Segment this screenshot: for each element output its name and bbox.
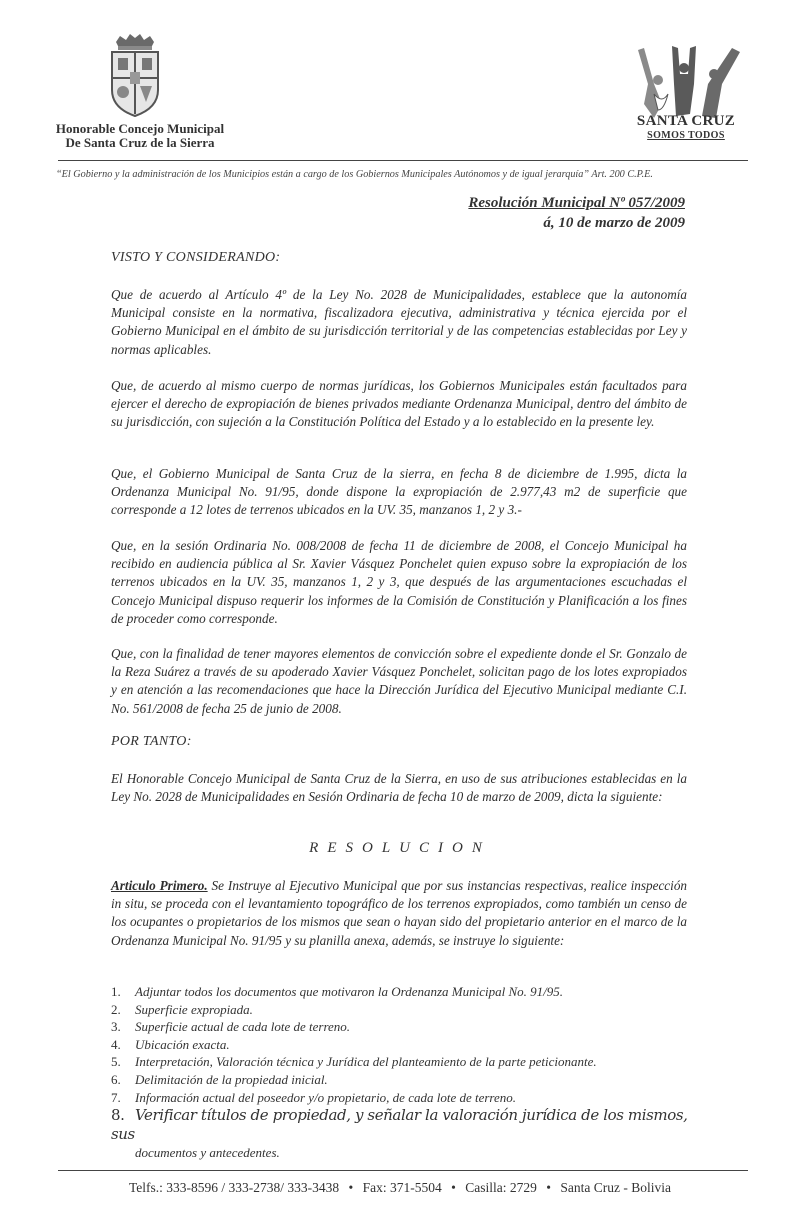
article-label: Articulo Primero. [111,878,208,893]
list-item [111,983,701,1001]
header-divider [58,160,748,161]
brand-slogan: SOMOS TODOS [647,130,725,141]
item-number: 2. [111,1001,121,1017]
list-item [111,1106,701,1144]
organization-name [40,122,240,150]
item-text-continued: documentos y antecedentes. [135,1145,280,1161]
paragraph-3: Que, el Gobierno Municipal de Santa Cruz de la sierra, en fecha 8 de diciembre de 1.995, dicta la Ordenanza Municipal No. 91/95, donde dispone la expropiación de 2.977,43 m2 de superficie que corresponde a 12 lotes de terrenos ubicados en la UV. 35, manzanos 1, 2 y 3.- [111,466,687,518]
item-number: 6. [111,1071,121,1087]
bullet-separator: • [348,1180,354,1195]
paragraph-4: Que, en la sesión Ordinaria No. 008/2008 de fecha 11 de diciembre de 2008, el Concejo Municipal ha recibido en audiencia pública al Sr. Xavier Vásquez Ponchelet quien expuso sobre la expropiación de los terrenos ubicados en la UV. 35, manzanos 1, 2 y 3, que después de las argumentaciones escuchadas el Concejo Municipal dispuso requerir los informes de la Comisión de Constitución y Planificación a los fines de proceder como corresponde. [111,538,687,626]
footer-phones: Telfs.: 333-8596 / 333-2738/ 333-3438 [129,1180,340,1195]
item-number: 3. [111,1019,121,1035]
brand-name: SANTA CRUZ [636,113,736,129]
resolution-number: Resolución Municipal Nº 057/2009 [468,195,685,211]
footer-city: Santa Cruz - Bolivia [560,1180,671,1195]
por-tanto-text: El Honorable Concejo Municipal de Santa Cruz de la Sierra, en uso de sus atribuciones establecidas en la Ley No. 2028 de Municipalidades en Sesión Ordinaria de fecha 10 de marzo de 2009, dicta la siguiente: [111,771,687,805]
bullet-separator: • [451,1180,456,1195]
item-text: Ubicación exacta. [135,1036,230,1052]
constitution-quote: “El Gobierno y la administración de los Municipios están a cargo de los Gobiernos Municipales Autónomos y de igual jerarquía” Art. 200 C.P.E. [56,169,653,180]
item-number: 8. [111,1106,125,1125]
org-line-2: De Santa Cruz de la Sierra [65,135,215,150]
article-text: Se Instruye al Ejecutivo Municipal que por sus instancias respectivas, realice inspección in situ, se proceda con el levantamiento topográfico de los terrenos expropiados, como también un censo de los ocupantes o propietarios de los mismos que sean o hayan sido del propietario anterior en el marco de la Ordenanza Municipal No. 91/95 y su planilla anexa, además, se instruye lo siguiente: [111,878,688,948]
item-number: 7. [111,1089,121,1105]
item-text: Superficie expropiada. [135,1001,253,1017]
article-first [111,877,687,950]
por-tanto-heading: POR TANTO: [111,734,192,749]
resolution-title: RESOLUCION [309,840,491,856]
list-item [111,1001,701,1019]
footer-divider [58,1170,748,1171]
resolution-header [468,193,685,233]
item-text: Información actual del poseedor y/o propietario, de cada lote de terreno. [135,1089,517,1105]
footer-contact [0,1180,800,1196]
santa-cruz-brand [630,113,742,141]
bullet-separator: • [546,1180,551,1195]
footer-fax: Fax: 371-5504 [362,1180,442,1195]
resolution-date: á, 10 de marzo de 2009 [543,215,685,231]
visto-heading: VISTO Y CONSIDERANDO: [111,250,281,265]
paragraph-2: Que, de acuerdo al mismo cuerpo de normas jurídicas, los Gobiernos Municipales están facultados para ejercer el derecho de expropiación de bienes privados mediante Ordenanza Municipal, dentro del ámbito de su jurisdicción, con sujeción a la Constitución Política del Estado y a lo establecido en la presente ley. [111,378,687,430]
item-text: Interpretación, Valoración técnica y Jurídica del planteamiento de la parte peticionante. [135,1054,597,1070]
org-line-1: Honorable Concejo Municipal [55,121,225,136]
paragraph-1: Que de acuerdo al Artículo 4º de la Ley No. 2028 de Municipalidades, establece que la autonomía Municipal consiste en la normativa, fiscalizadora ejecutiva, administrativa y técnica ejercida por el Gobierno Municipal en el ámbito de su jurisdicción territorial y de las competencias establecidas por Ley y normas aplicables. [111,287,687,357]
item-text: Superficie actual de cada lote de terreno. [135,1019,351,1035]
coat-of-arms-icon [106,32,164,118]
item-text: Delimitación de la propiedad inicial. [135,1071,328,1087]
list-item [111,1036,701,1054]
list-item [111,1071,701,1089]
list-item [111,1018,701,1036]
item-number: 5. [111,1054,121,1070]
footer-casilla: Casilla: 2729 [465,1180,537,1195]
item-text: Adjuntar todos los documentos que motivaron la Ordenanza Municipal No. 91/95. [135,984,564,999]
paragraph-5: Que, con la finalidad de tener mayores elementos de convicción sobre el expediente donde el Sr. Gonzalo de la Reza Suárez a través de su apoderado Xavier Vásquez Ponchelet, solicitan pago de los lotes expropiados y en atención a las recomendaciones que hace la Dirección Jurídica del Ejecutivo Municipal mediante C.I. No. 561/2008 de fecha 25 de junio de 2008. [111,646,687,716]
list-item-continuation [111,1144,701,1162]
item-number: 4. [111,1036,121,1052]
item-number: 1. [111,984,121,999]
santa-cruz-logo-icon [632,44,744,120]
instruction-list [111,983,701,1162]
item-text: Verificar títulos de propiedad, y señalar la valoración jurídica de los mismos, sus [111,1106,688,1144]
list-item [111,1053,701,1071]
list-item [111,1089,701,1107]
